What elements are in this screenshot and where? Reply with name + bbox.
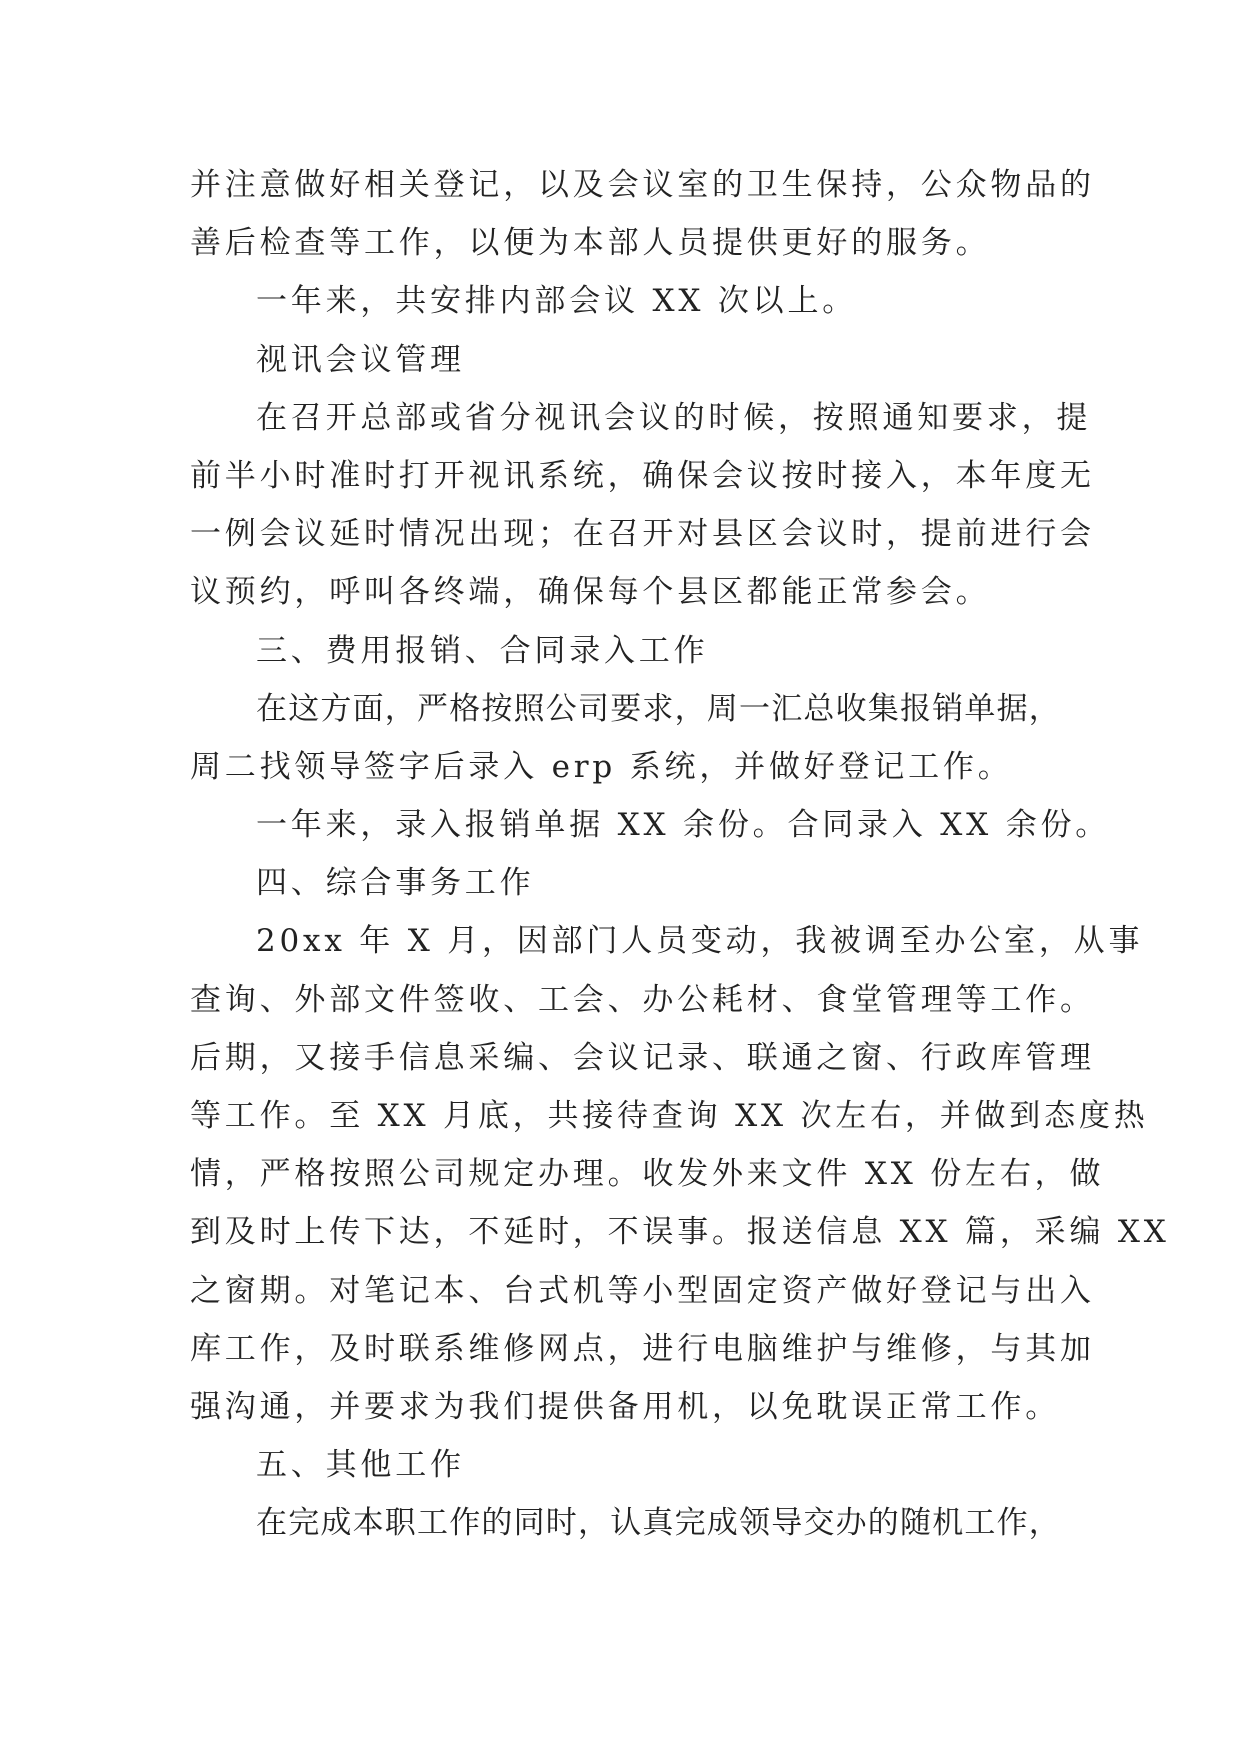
paragraph-line: 之窗期。对笔记本、台式机等小型固定资产做好登记与出入	[190, 1272, 1095, 1309]
paragraph-line: 一年来，共安排内部会议 XX 次以上。	[256, 283, 858, 320]
paragraph-line: 在完成本职工作的同时，认真完成领导交办的随机工作，	[256, 1505, 1061, 1542]
document-page	[190, 156, 1170, 1553]
section-heading: 视讯会议管理	[256, 341, 465, 378]
paragraph-line: 情，严格按照公司规定办理。收发外来文件 XX 份左右，做	[190, 1156, 1105, 1193]
paragraph-line: 后期，又接手信息采编、会议记录、联通之窗、行政库管理	[190, 1039, 1095, 1076]
paragraph-line: 在这方面，严格按照公司要求，周一汇总收集报销单据，	[256, 690, 1061, 727]
paragraph-line: 周二找领导签字后录入 erp 系统，并做好登记工作。	[190, 748, 1013, 785]
paragraph-line: 库工作，及时联系维修网点，进行电脑维护与维修，与其加	[190, 1330, 1095, 1367]
paragraph-line: 一例会议延时情况出现；在召开对县区会议时，提前进行会	[190, 516, 1095, 553]
paragraph-line: 等工作。至 XX 月底，共接待查询 XX 次左右，并做到态度热	[190, 1098, 1149, 1134]
paragraph-line: 一年来，录入报销单据 XX 余份。合同录入 XX 余份。	[256, 807, 1111, 844]
paragraph-line: 查询、外部文件签收、工会、办公耗材、食堂管理等工作。	[190, 981, 1095, 1018]
paragraph-line: 前半小时准时打开视讯系统，确保会议按时接入，本年度无	[190, 457, 1095, 494]
paragraph-line: 20xx 年 X 月，因部门人员变动，我被调至办公室，从事	[256, 923, 1144, 960]
section-heading: 五、其他工作	[256, 1447, 465, 1484]
paragraph-line: 到及时上传下达，不延时，不误事。报送信息 XX 篇，采编 XX	[190, 1214, 1170, 1251]
paragraph-line: 并注意做好相关登记，以及会议室的卫生保持，公众物品的	[190, 167, 1095, 203]
section-heading: 四、综合事务工作	[256, 865, 535, 902]
paragraph-line: 在召开总部或省分视讯会议的时候，按照通知要求，提	[256, 399, 1092, 436]
paragraph-line: 议预约，呼叫各终端，确保每个县区都能正常参会。	[190, 574, 991, 611]
paragraph-line: 强沟通，并要求为我们提供备用机，以免耽误正常工作。	[190, 1388, 1060, 1425]
section-heading: 三、费用报销、合同录入工作	[256, 632, 709, 669]
paragraph-line: 善后检查等工作，以便为本部人员提供更好的服务。	[190, 225, 991, 262]
